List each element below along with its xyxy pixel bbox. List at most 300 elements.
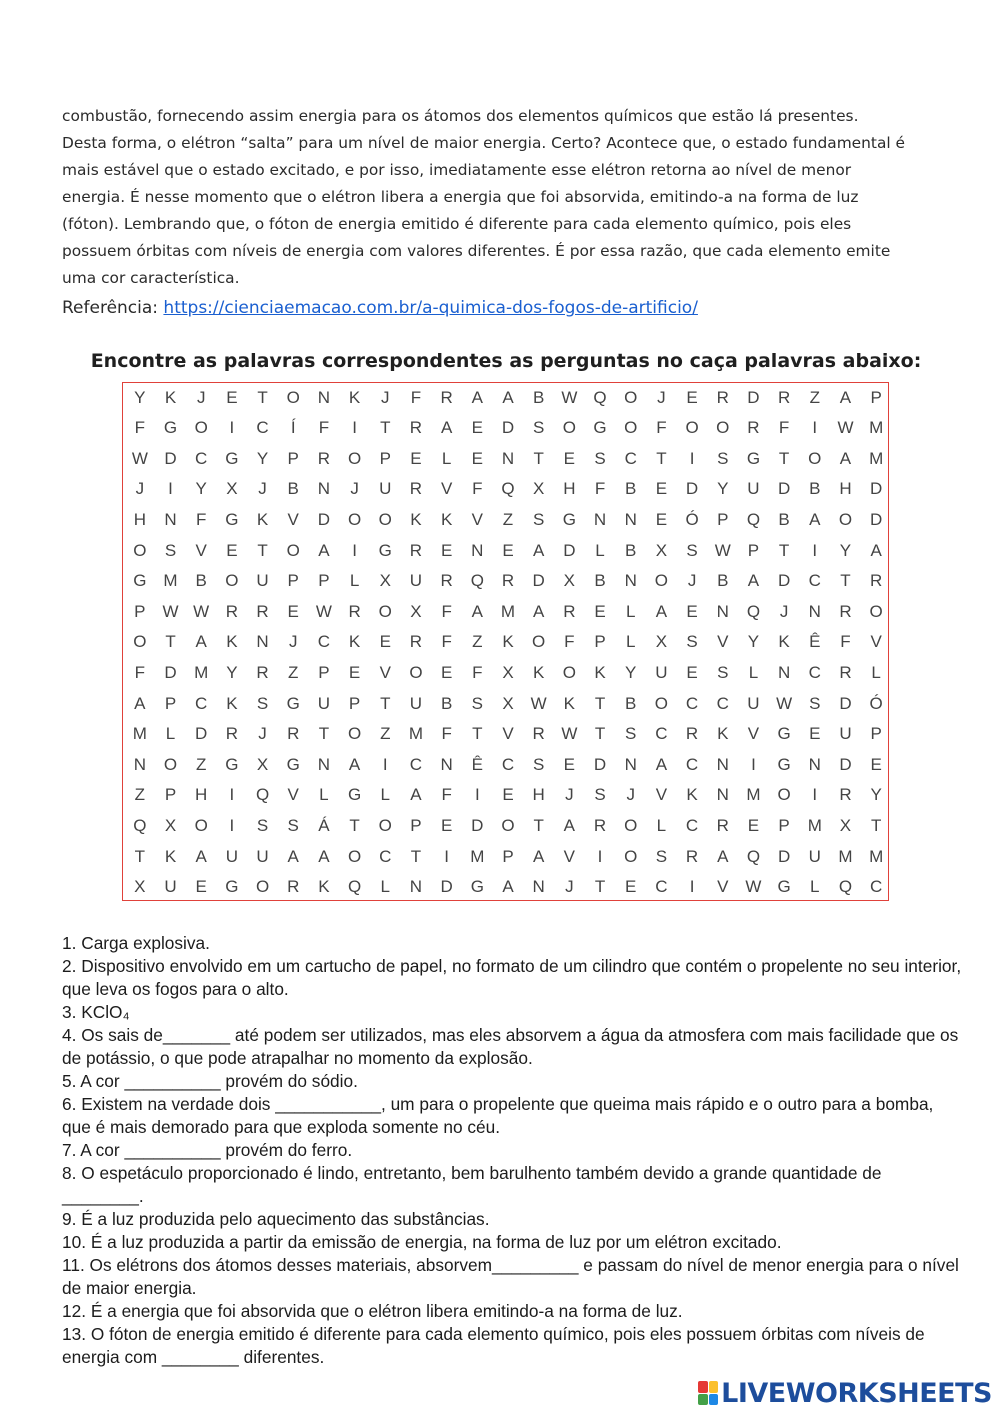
grid-letter[interactable]: R [317, 448, 331, 468]
grid-letter[interactable]: U [747, 479, 760, 499]
grid-letter[interactable]: D [777, 571, 791, 591]
grid-letter[interactable]: N [808, 601, 821, 621]
grid-letter[interactable]: O [808, 448, 822, 468]
grid-letter[interactable]: P [594, 632, 606, 652]
grid-letter[interactable]: L [625, 632, 636, 652]
grid-letter[interactable]: R [532, 724, 545, 744]
grid-letter[interactable]: C [624, 448, 637, 468]
grid-letter[interactable]: M [500, 601, 516, 621]
grid-letter[interactable]: X [502, 662, 514, 682]
grid-letter[interactable]: I [229, 785, 235, 805]
grid-letter[interactable]: I [689, 448, 695, 468]
grid-letter[interactable]: F [441, 632, 452, 652]
grid-letter[interactable]: U [256, 846, 269, 866]
grid-letter[interactable]: A [532, 601, 545, 621]
grid-letter[interactable]: A [318, 540, 330, 560]
grid-letter[interactable]: I [812, 785, 818, 805]
grid-letter[interactable]: J [565, 785, 574, 805]
grid-letter[interactable]: M [408, 724, 424, 744]
grid-letter[interactable]: V [747, 724, 760, 744]
grid-letter[interactable]: R [256, 601, 269, 621]
grid-letter[interactable]: C [317, 632, 331, 652]
grid-letter[interactable]: G [777, 724, 791, 744]
grid-letter[interactable]: G [593, 418, 607, 438]
grid-letter[interactable]: P [164, 785, 177, 805]
grid-letter[interactable]: K [532, 662, 545, 682]
grid-letter[interactable]: A [440, 418, 453, 438]
grid-letter[interactable]: B [809, 479, 821, 499]
grid-letter[interactable]: A [747, 571, 760, 591]
grid-letter[interactable]: X [164, 815, 177, 835]
grid-letter[interactable]: G [286, 754, 300, 774]
grid-letter[interactable]: V [717, 877, 729, 897]
grid-letter[interactable]: S [594, 785, 606, 805]
grid-letter[interactable]: S [686, 540, 698, 560]
grid-letter[interactable]: L [656, 815, 667, 835]
grid-letter[interactable]: E [440, 662, 453, 682]
grid-letter[interactable]: A [195, 846, 207, 866]
grid-letter[interactable]: C [409, 754, 423, 774]
grid-letter[interactable]: K [226, 693, 238, 713]
grid-letter[interactable]: A [532, 540, 545, 560]
grid-letter[interactable]: A [717, 846, 729, 866]
grid-letter[interactable]: S [717, 662, 729, 682]
grid-letter[interactable]: E [440, 815, 453, 835]
grid-letter[interactable]: B [195, 571, 207, 591]
grid-letter[interactable]: T [778, 540, 790, 560]
grid-letter[interactable]: O [838, 509, 853, 529]
grid-letter[interactable]: I [352, 540, 357, 560]
grid-letter[interactable]: W [745, 877, 762, 897]
grid-letter[interactable]: Ê [809, 632, 821, 652]
grid-letter[interactable]: E [686, 601, 698, 621]
grid-letter[interactable]: Y [625, 662, 637, 682]
grid-letter[interactable]: M [838, 846, 853, 866]
grid-letter[interactable]: B [717, 571, 729, 591]
grid-letter[interactable]: A [532, 846, 545, 866]
grid-letter[interactable]: E [348, 662, 361, 682]
grid-letter[interactable]: K [164, 846, 177, 866]
grid-letter[interactable]: D [563, 540, 576, 560]
grid-letter[interactable]: B [778, 509, 790, 529]
grid-letter[interactable]: Q [746, 846, 761, 866]
grid-letter[interactable]: G [470, 877, 484, 897]
grid-letter[interactable]: L [625, 601, 636, 621]
grid-letter[interactable]: R [348, 601, 361, 621]
grid-letter[interactable]: E [287, 601, 299, 621]
grid-letter[interactable]: O [624, 387, 638, 407]
grid-letter[interactable]: U [317, 693, 331, 713]
grid-letter[interactable]: R [747, 418, 760, 438]
grid-letter[interactable]: V [655, 785, 668, 805]
grid-letter[interactable]: X [226, 479, 238, 499]
grid-letter[interactable]: X [839, 815, 852, 835]
grid-letter[interactable]: K [502, 632, 514, 652]
grid-letter[interactable]: J [196, 387, 206, 407]
grid-letter[interactable]: O [378, 509, 392, 529]
grid-letter[interactable]: P [778, 815, 790, 835]
grid-letter[interactable]: G [286, 693, 300, 713]
grid-letter[interactable]: O [562, 662, 576, 682]
grid-letter[interactable]: U [747, 693, 760, 713]
grid-letter[interactable]: E [471, 418, 483, 438]
grid-letter[interactable]: A [195, 632, 207, 652]
grid-letter[interactable]: J [687, 571, 697, 591]
grid-letter[interactable]: X [532, 479, 545, 499]
grid-letter[interactable]: A [348, 754, 361, 774]
grid-letter[interactable]: D [532, 571, 545, 591]
grid-letter[interactable]: A [563, 815, 576, 835]
grid-letter[interactable]: T [410, 846, 422, 866]
grid-letter[interactable]: M [807, 815, 822, 835]
grid-letter[interactable]: T [840, 571, 851, 591]
grid-letter[interactable]: F [656, 418, 667, 438]
grid-letter[interactable]: I [229, 815, 235, 835]
grid-letter[interactable]: L [810, 877, 820, 897]
grid-letter[interactable]: K [686, 785, 698, 805]
grid-letter[interactable]: S [809, 693, 821, 713]
grid-letter[interactable]: I [751, 754, 756, 774]
grid-letter[interactable]: S [471, 693, 483, 713]
grid-letter[interactable]: I [229, 418, 235, 438]
grid-letter[interactable]: L [748, 662, 759, 682]
grid-letter[interactable]: A [839, 387, 852, 407]
grid-letter[interactable]: E [594, 601, 606, 621]
grid-letter[interactable]: R [440, 387, 453, 407]
grid-letter[interactable]: O [716, 418, 730, 438]
grid-letter[interactable]: I [597, 846, 603, 866]
grid-letter[interactable]: E [563, 754, 576, 774]
grid-letter[interactable]: T [870, 815, 882, 835]
grid-letter[interactable]: C [379, 846, 392, 866]
grid-letter[interactable]: A [318, 846, 330, 866]
grid-letter[interactable]: Q [347, 877, 362, 897]
grid-letter[interactable]: G [777, 877, 791, 897]
grid-letter[interactable]: N [317, 479, 331, 499]
grid-letter[interactable]: N [164, 509, 177, 529]
grid-letter[interactable]: E [625, 877, 637, 897]
grid-letter[interactable]: T [380, 693, 391, 713]
grid-letter[interactable]: U [256, 571, 269, 591]
grid-letter[interactable]: X [502, 693, 514, 713]
grid-letter[interactable]: D [777, 479, 791, 499]
grid-letter[interactable]: O [286, 387, 300, 407]
grid-letter[interactable]: J [381, 387, 390, 407]
grid-letter[interactable]: Y [134, 387, 146, 407]
grid-letter[interactable]: W [193, 601, 210, 621]
grid-letter[interactable]: D [317, 509, 331, 529]
grid-letter[interactable]: Y [195, 479, 207, 499]
grid-letter[interactable]: A [655, 601, 668, 621]
grid-letter[interactable]: S [256, 815, 269, 835]
grid-letter[interactable]: T [165, 632, 176, 652]
grid-letter[interactable]: I [689, 877, 695, 897]
grid-letter[interactable]: E [471, 448, 483, 468]
grid-letter[interactable]: T [656, 448, 667, 468]
grid-letter[interactable]: Y [870, 785, 882, 805]
grid-letter[interactable]: K [410, 509, 422, 529]
grid-letter[interactable]: R [870, 571, 883, 591]
grid-letter[interactable]: E [655, 479, 668, 499]
grid-letter[interactable]: C [655, 724, 668, 744]
grid-letter[interactable]: O [501, 815, 515, 835]
grid-letter[interactable]: Y [717, 479, 729, 499]
grid-letter[interactable]: U [655, 662, 668, 682]
grid-letter[interactable]: X [410, 601, 422, 621]
grid-letter[interactable]: F [318, 418, 330, 438]
grid-letter[interactable]: X [563, 571, 576, 591]
grid-letter[interactable]: C [808, 571, 821, 591]
grid-letter[interactable]: K [226, 632, 238, 652]
grid-letter[interactable]: F [134, 662, 146, 682]
grid-letter[interactable]: V [717, 632, 729, 652]
grid-letter[interactable]: Í [290, 418, 296, 438]
grid-letter[interactable]: A [471, 387, 483, 407]
grid-letter[interactable]: C [870, 877, 883, 897]
grid-letter[interactable]: F [564, 632, 575, 652]
grid-letter[interactable]: A [287, 846, 299, 866]
grid-letter[interactable]: T [349, 815, 360, 835]
grid-letter[interactable]: O [777, 785, 791, 805]
grid-letter[interactable]: R [409, 632, 423, 652]
grid-letter[interactable]: V [440, 479, 453, 499]
grid-letter[interactable]: X [256, 754, 269, 774]
grid-letter[interactable]: Y [747, 632, 760, 652]
grid-letter[interactable]: T [533, 815, 544, 835]
grid-letter[interactable]: B [287, 479, 299, 499]
grid-letter[interactable]: M [869, 846, 884, 866]
grid-letter[interactable]: I [812, 540, 818, 560]
grid-letter[interactable]: V [870, 632, 882, 652]
grid-letter[interactable]: H [133, 509, 146, 529]
grid-letter[interactable]: A [471, 601, 483, 621]
grid-letter[interactable]: L [165, 724, 176, 744]
grid-letter[interactable]: T [318, 724, 330, 744]
grid-letter[interactable]: S [594, 448, 606, 468]
grid-letter[interactable]: S [287, 815, 299, 835]
grid-letter[interactable]: D [471, 815, 484, 835]
grid-letter[interactable]: R [256, 662, 269, 682]
grid-letter[interactable]: R [685, 846, 699, 866]
grid-letter[interactable]: K [717, 724, 729, 744]
grid-letter[interactable]: S [532, 754, 545, 774]
grid-letter[interactable]: L [871, 662, 881, 682]
grid-letter[interactable]: D [593, 754, 607, 774]
grid-letter[interactable]: F [441, 724, 452, 744]
grid-letter[interactable]: A [502, 387, 514, 407]
grid-letter[interactable]: O [624, 815, 638, 835]
grid-letter[interactable]: J [258, 724, 267, 744]
grid-letter[interactable]: D [870, 479, 883, 499]
grid-letter[interactable]: S [686, 632, 698, 652]
grid-letter[interactable]: P [379, 448, 391, 468]
grid-letter[interactable]: D [777, 846, 791, 866]
grid-letter[interactable]: A [870, 540, 882, 560]
grid-letter[interactable]: I [382, 754, 388, 774]
grid-letter[interactable]: V [195, 540, 207, 560]
grid-letter[interactable]: E [410, 448, 422, 468]
grid-letter[interactable]: J [657, 387, 666, 407]
grid-letter[interactable]: F [840, 632, 851, 652]
grid-letter[interactable]: O [624, 418, 638, 438]
grid-letter[interactable]: O [163, 754, 178, 774]
grid-letter[interactable]: X [655, 540, 668, 560]
grid-letter[interactable]: P [164, 693, 177, 713]
grid-letter[interactable]: Á [318, 815, 330, 835]
grid-letter[interactable]: P [870, 387, 882, 407]
grid-letter[interactable]: U [225, 846, 238, 866]
grid-letter[interactable]: A [502, 877, 514, 897]
grid-letter[interactable]: P [502, 846, 514, 866]
grid-letter[interactable]: R [440, 571, 453, 591]
grid-letter[interactable]: N [716, 785, 729, 805]
grid-letter[interactable]: O [654, 571, 668, 591]
grid-letter[interactable]: O [255, 877, 270, 897]
grid-letter[interactable]: Q [746, 509, 761, 529]
grid-letter[interactable]: A [410, 785, 422, 805]
grid-letter[interactable]: O [347, 724, 362, 744]
grid-letter[interactable]: F [472, 479, 483, 499]
grid-letter[interactable]: X [379, 571, 391, 591]
grid-letter[interactable]: O [869, 601, 883, 621]
grid-letter[interactable]: Ê [471, 754, 483, 774]
grid-letter[interactable]: N [440, 754, 453, 774]
grid-letter[interactable]: O [194, 418, 208, 438]
grid-letter[interactable]: U [164, 877, 177, 897]
grid-letter[interactable]: F [441, 785, 452, 805]
grid-letter[interactable]: R [839, 785, 852, 805]
grid-letter[interactable]: H [532, 785, 545, 805]
grid-letter[interactable]: C [685, 754, 699, 774]
grid-letter[interactable]: T [380, 418, 391, 438]
grid-letter[interactable]: N [532, 877, 545, 897]
grid-letter[interactable]: J [288, 632, 298, 652]
grid-letter[interactable]: E [195, 877, 207, 897]
reference-link[interactable]: https://cienciaemacao.com.br/a-quimica-dos-fogos-de-artificio/ [163, 298, 698, 318]
grid-letter[interactable]: E [686, 662, 698, 682]
grid-letter[interactable]: R [777, 387, 791, 407]
grid-letter[interactable]: O [133, 632, 147, 652]
grid-letter[interactable]: R [409, 479, 423, 499]
grid-letter[interactable]: I [352, 418, 357, 438]
grid-letter[interactable]: Z [288, 662, 299, 682]
grid-letter[interactable]: Y [226, 662, 238, 682]
grid-letter[interactable]: Y [256, 448, 269, 468]
grid-letter[interactable]: L [349, 571, 360, 591]
grid-letter[interactable]: I [168, 479, 173, 499]
grid-letter[interactable]: N [409, 877, 423, 897]
grid-letter[interactable]: Z [809, 387, 820, 407]
grid-letter[interactable]: N [317, 387, 331, 407]
grid-letter[interactable]: O [347, 846, 362, 866]
grid-letter[interactable]: L [380, 877, 390, 897]
grid-letter[interactable]: B [625, 693, 637, 713]
grid-letter[interactable]: G [746, 448, 761, 468]
grid-letter[interactable]: U [379, 479, 392, 499]
grid-letter[interactable]: M [132, 724, 147, 744]
grid-letter[interactable]: M [470, 846, 485, 866]
grid-letter[interactable]: K [348, 632, 361, 652]
grid-letter[interactable]: J [350, 479, 359, 499]
grid-letter[interactable]: O [654, 693, 668, 713]
grid-letter[interactable]: W [131, 448, 148, 468]
grid-letter[interactable]: N [716, 601, 729, 621]
grid-letter[interactable]: T [134, 846, 146, 866]
grid-letter[interactable]: M [869, 448, 884, 468]
grid-letter[interactable]: L [595, 540, 605, 560]
grid-letter[interactable]: G [225, 877, 239, 897]
grid-letter[interactable]: B [594, 571, 606, 591]
grid-letter[interactable]: C [256, 418, 269, 438]
grid-letter[interactable]: G [225, 754, 239, 774]
grid-letter[interactable]: D [685, 479, 699, 499]
grid-letter[interactable]: G [225, 448, 239, 468]
grid-letter[interactable]: G [163, 418, 178, 438]
grid-letter[interactable]: U [409, 571, 423, 591]
grid-letter[interactable]: F [196, 509, 207, 529]
grid-letter[interactable]: V [287, 509, 299, 529]
grid-letter[interactable]: K [778, 632, 790, 652]
grid-letter[interactable]: U [409, 693, 423, 713]
grid-letter[interactable]: E [686, 387, 698, 407]
grid-letter[interactable]: Q [133, 815, 147, 835]
grid-letter[interactable]: W [837, 418, 854, 438]
grid-letter[interactable]: Z [380, 724, 391, 744]
grid-letter[interactable]: E [655, 509, 668, 529]
grid-letter[interactable]: T [594, 724, 606, 744]
grid-letter[interactable]: A [655, 754, 668, 774]
grid-letter[interactable]: K [563, 693, 576, 713]
grid-letter[interactable]: V [379, 662, 391, 682]
grid-letter[interactable]: B [440, 693, 453, 713]
grid-letter[interactable]: H [563, 479, 576, 499]
grid-letter[interactable]: C [685, 815, 699, 835]
grid-letter[interactable]: Q [470, 571, 484, 591]
grid-letter[interactable]: Q [593, 387, 607, 407]
grid-letter[interactable]: E [226, 387, 238, 407]
grid-letter[interactable]: O [378, 601, 392, 621]
grid-letter[interactable]: S [256, 693, 269, 713]
grid-letter[interactable]: A [134, 693, 146, 713]
grid-letter[interactable]: R [501, 571, 515, 591]
grid-letter[interactable]: I [444, 846, 449, 866]
grid-letter[interactable]: W [530, 693, 547, 713]
grid-letter[interactable]: Q [746, 601, 761, 621]
grid-letter[interactable]: N [624, 571, 637, 591]
grid-letter[interactable]: K [440, 509, 453, 529]
grid-letter[interactable]: E [440, 540, 453, 560]
grid-letter[interactable]: M [746, 785, 761, 805]
grid-letter[interactable]: E [809, 724, 821, 744]
grid-letter[interactable]: D [870, 509, 883, 529]
grid-letter[interactable]: L [441, 448, 452, 468]
grid-letter[interactable]: F [134, 418, 146, 438]
grid-letter[interactable]: H [195, 785, 208, 805]
grid-letter[interactable]: N [777, 662, 791, 682]
grid-letter[interactable]: S [164, 540, 177, 560]
grid-letter[interactable]: X [134, 877, 146, 897]
grid-letter[interactable]: T [533, 448, 544, 468]
grid-letter[interactable]: E [502, 540, 514, 560]
grid-letter[interactable]: W [561, 387, 578, 407]
grid-letter[interactable]: K [348, 387, 361, 407]
grid-letter[interactable]: R [225, 724, 238, 744]
grid-letter[interactable]: R [287, 724, 300, 744]
grid-letter[interactable]: N [624, 754, 637, 774]
grid-letter[interactable]: P [870, 724, 882, 744]
grid-letter[interactable]: M [869, 418, 884, 438]
grid-letter[interactable]: E [226, 540, 238, 560]
